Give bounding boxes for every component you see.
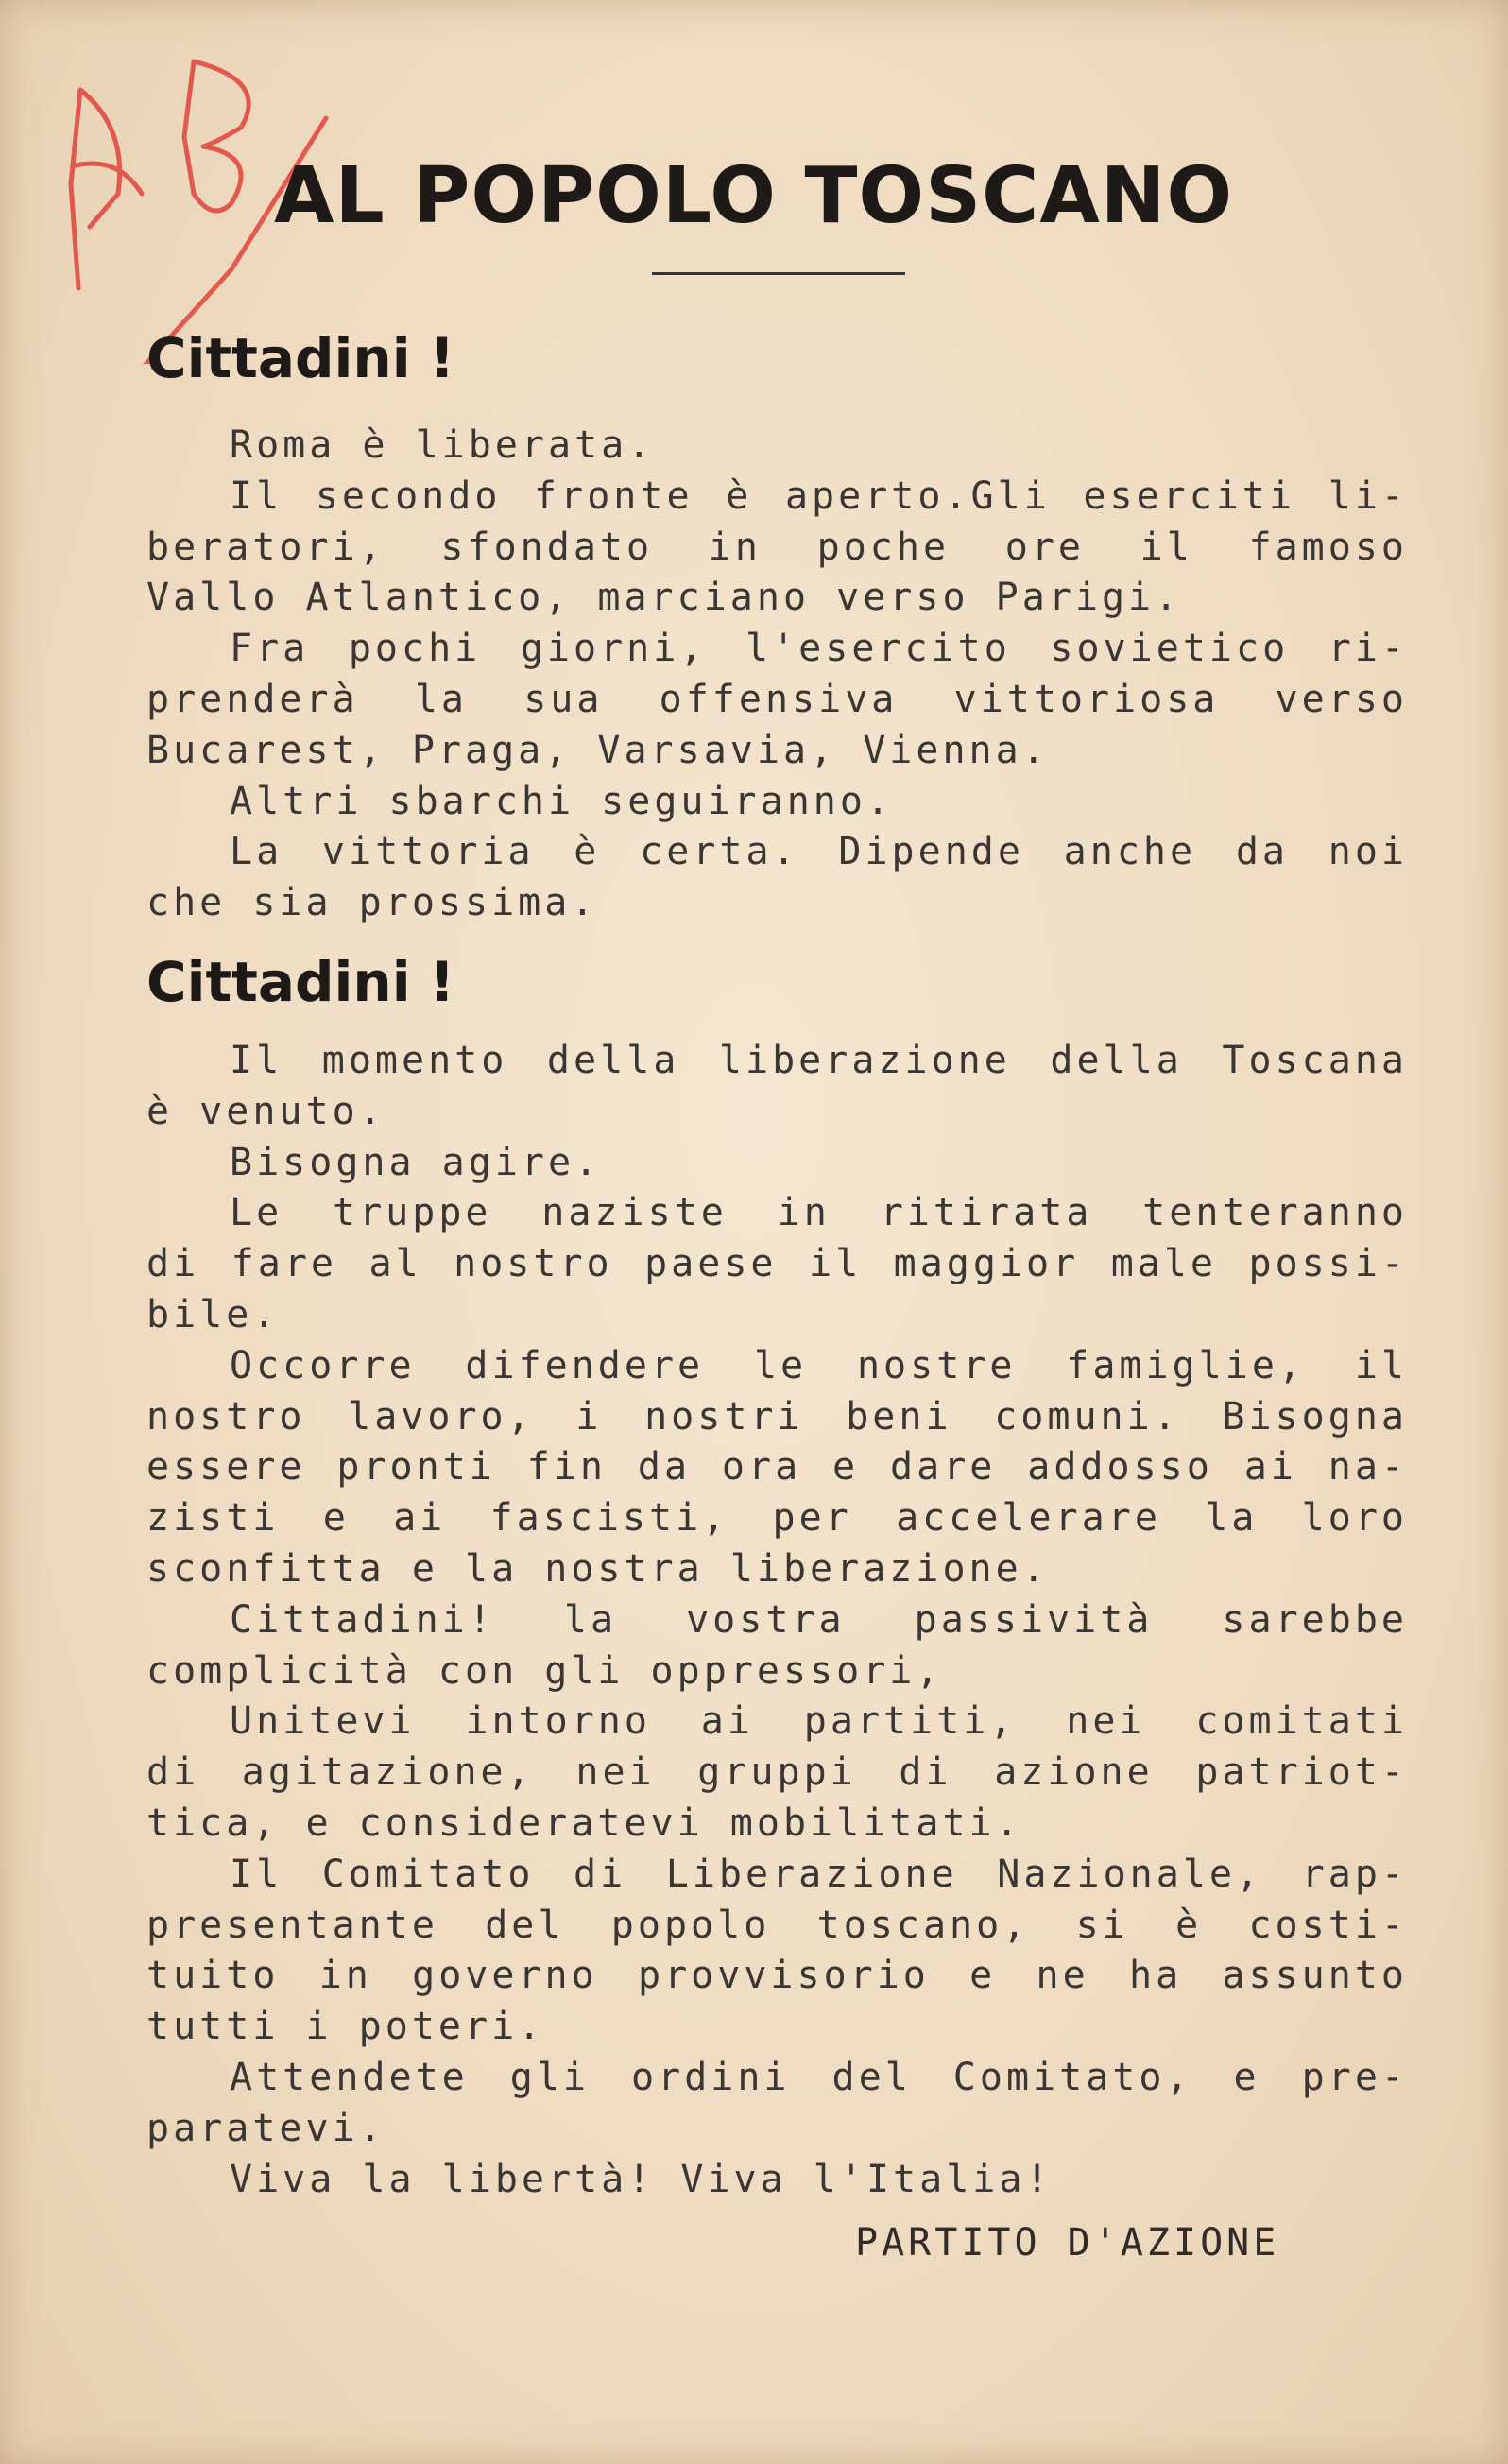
text-line [146,1188,1408,1239]
text-line: bile. [146,1292,280,1336]
text-line [146,827,1408,878]
section1-text [146,421,1408,929]
text-line: complicità con gli oppressori, [146,1648,943,1693]
text-line: nostro lavoro, i nostri beni comuni. Bisogna [146,1394,1408,1439]
text-line-content: Fra pochi giorni, l'esercito sovietico ri- [230,627,1408,671]
section2-heading: Cittadini ! [146,950,455,1014]
text-line: Vallo Atlantico, marciano verso Parigi. [146,576,1182,620]
text-line: di agitazione, nei gruppi di azione patriot- [146,1750,1408,1795]
title-underline [652,272,905,275]
text-line: paratevi. [146,2106,386,2150]
text-line: tuito in governo provvisorio e ne ha assunto [146,1954,1408,1998]
text-line: è venuto. [146,1089,386,1133]
text-line: che sia prossima. [146,881,598,925]
text-line: presentante del popolo toscano, si è costi- [146,1903,1408,1947]
text-line [146,1595,1408,1646]
text-line: essere pronti fin da ora e dare addosso ai na- [146,1445,1408,1490]
text-line-content: La vittoria è certa. Dipende anche da noi [230,830,1408,874]
section1-heading: Cittadini ! [146,326,455,390]
text-line: Viva la libertà! Viva l'Italia! [230,2157,1053,2201]
leaflet-title: AL POPOLO TOSCANO [274,151,1234,241]
text-line [146,472,1408,523]
text-line-content: Cittadini! la vostra passività sarebbe [230,1597,1408,1642]
text-line: prenderà la sua offensiva vittoriosa verso [146,677,1408,721]
text-line: tica, e consideratevi mobilitati. [146,1801,1022,1845]
text-line-content: Unitevi intorno ai partiti, nei comitati [230,1699,1408,1744]
text-line-content: Attendete gli ordini del Comitato, e pre- [230,2055,1408,2099]
text-line-content: Le truppe naziste in ritirata tenteranno [230,1191,1408,1235]
text-line: zisti e ai fascisti, per accelerare la loro [146,1496,1408,1541]
text-line: sconfitta e la nostra liberazione. [146,1546,1049,1591]
text-line: Bisogna agire. [230,1140,602,1184]
text-line [146,1697,1408,1748]
text-line: di fare al nostro paese il maggior male possi- [146,1242,1408,1286]
text-line [146,2053,1408,2104]
text-line-content: Il Comitato di Liberazione Nazionale, rap- [230,1852,1408,1896]
text-line: beratori, sfondato in poche ore il famoso [146,525,1408,569]
text-line-content: Il secondo fronte è aperto.Gli eserciti li- [230,474,1408,518]
text-line: tutti i poteri. [146,2005,545,2049]
text-line [146,1850,1408,1901]
section2-text [146,1036,1408,2205]
text-line [146,1036,1408,1087]
text-line [146,624,1408,675]
text-line: Bucarest, Praga, Varsavia, Vienna. [146,728,1049,772]
text-line-content: Il momento della liberazione della Toscana [230,1039,1408,1082]
text-line [146,1341,1408,1392]
signature-party-name: PARTITO D'AZIONE [855,2221,1280,2265]
text-line-content: Occorre difendere le nostre famiglie, il [230,1343,1408,1387]
text-line: Altri sbarchi seguiranno. [230,779,894,823]
text-line: Roma è liberata. [230,423,655,467]
